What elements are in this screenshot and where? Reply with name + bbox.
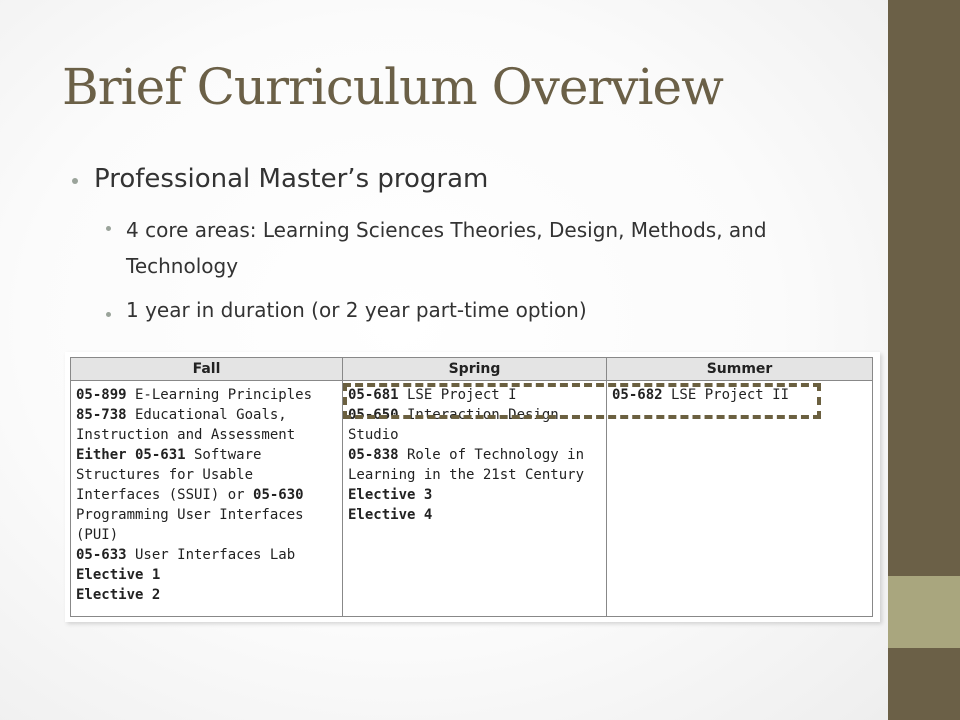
header-summer: Summer bbox=[607, 358, 873, 381]
header-spring: Spring bbox=[343, 358, 607, 381]
bullet-sub-duration-text: 1 year in duration (or 2 year part-time option) bbox=[126, 298, 587, 322]
bullet-main-text: Professional Master’s program bbox=[94, 164, 489, 194]
header-fall: Fall bbox=[71, 358, 343, 381]
course-entry: 05-838 Role of Technology in Learning in the 21st Century bbox=[348, 447, 585, 483]
bullet-dot-icon bbox=[106, 226, 111, 231]
course-entry: 05-899 E-Learning Principles bbox=[76, 387, 313, 403]
course-entry: 85-738 Educational Goals, Instruction and Assessment bbox=[76, 407, 296, 443]
course-entry: 05-682 LSE Project II bbox=[612, 387, 790, 403]
course-entry: 05-681 LSE Project I bbox=[348, 387, 517, 403]
course-entry: Either 05-631 Software Structures for Usable Interfaces (SSUI) or 05-630 Programming User Interfaces (PUI) bbox=[76, 447, 304, 543]
project-highlight-box bbox=[343, 383, 821, 419]
bullet-dot-icon bbox=[72, 178, 78, 184]
course-entry: 05-650 Interaction Design Studio bbox=[348, 407, 559, 443]
course-entry: 05-633 User Interfaces Lab bbox=[76, 547, 296, 563]
bullet-dot-icon bbox=[106, 312, 111, 317]
bullet-sub-core-areas bbox=[126, 212, 826, 284]
bullet-sub-core-areas-text: 4 core areas: Learning Sciences Theories, Design, Methods, and Technology bbox=[126, 218, 767, 278]
course-entry: Elective 1 bbox=[76, 567, 161, 583]
slide-title: Brief Curriculum Overview bbox=[62, 58, 723, 116]
course-entry: Elective 3 bbox=[348, 487, 433, 503]
side-bar-accent bbox=[888, 576, 960, 648]
bullet-sub-duration bbox=[126, 298, 587, 322]
table-header-row bbox=[71, 358, 873, 381]
course-entry: Elective 2 bbox=[76, 587, 161, 603]
fall-cell bbox=[71, 381, 343, 617]
bullet-main bbox=[94, 164, 488, 194]
course-entry: Elective 4 bbox=[348, 507, 433, 523]
